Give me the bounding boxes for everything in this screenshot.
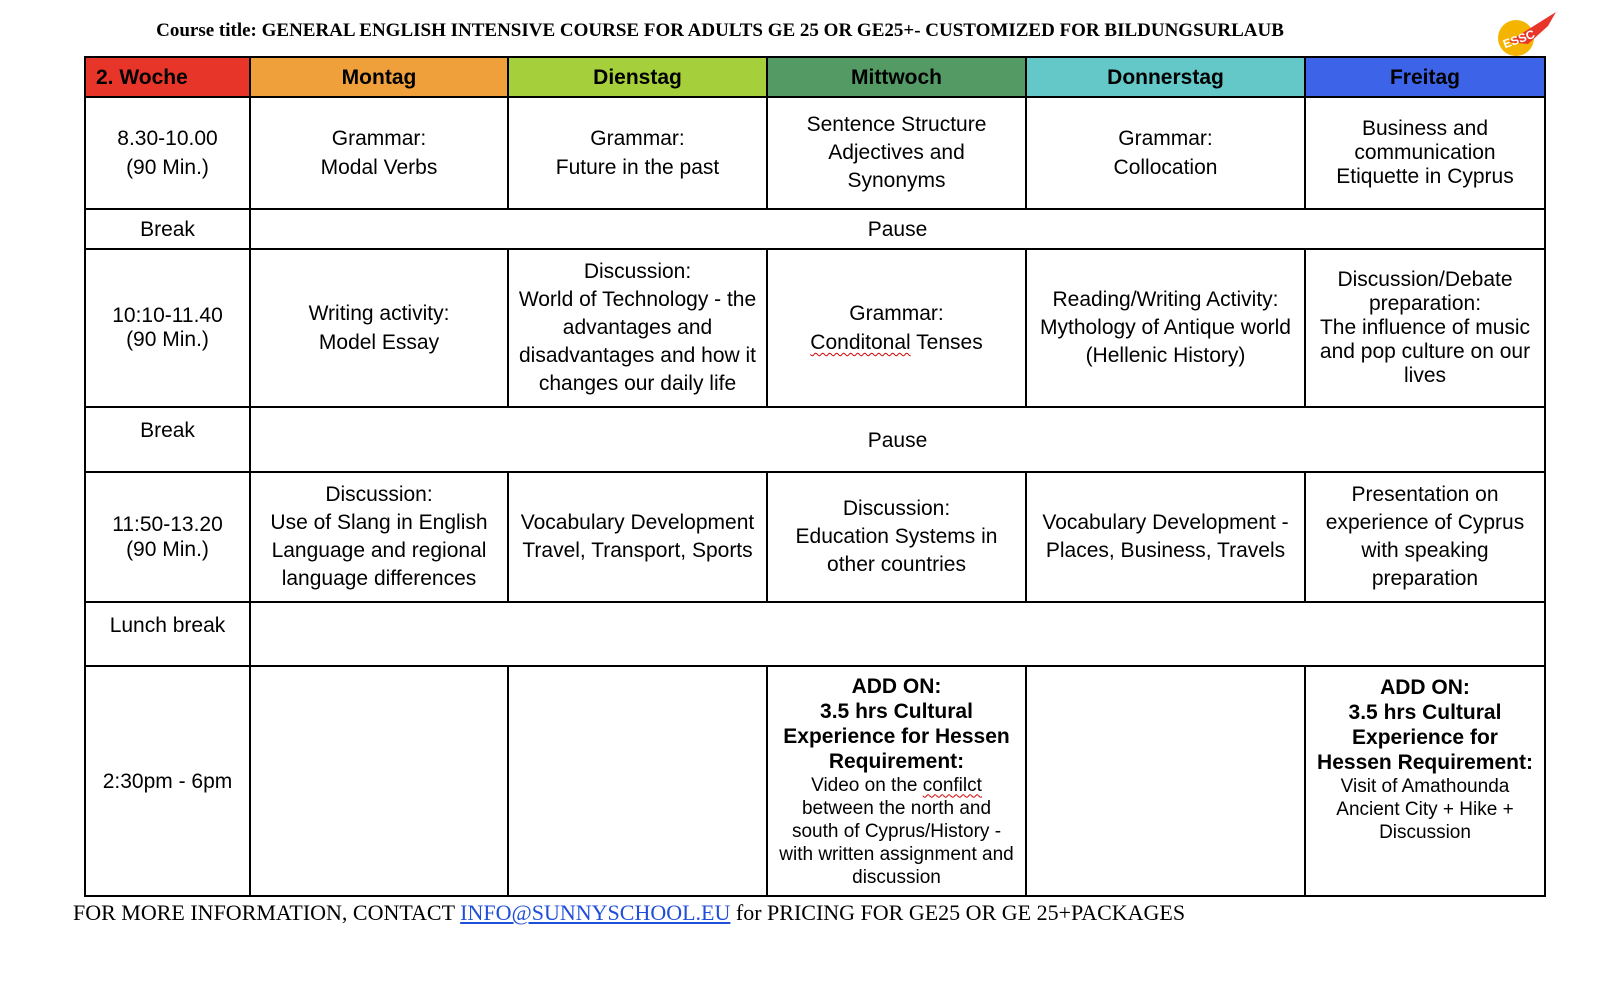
email-link[interactable]: INFO@SUNNYSCHOOL.EU bbox=[460, 900, 731, 925]
cell-r1-donnerstag: Grammar: Collocation bbox=[1026, 97, 1305, 209]
lunch-row bbox=[85, 602, 1545, 666]
cell-r2-donnerstag: Reading/Writing Activity: Mythology of Antique world (Hellenic History) bbox=[1026, 249, 1305, 407]
essc-logo-icon bbox=[1488, 8, 1558, 58]
time-slot-2: 10:10-11.40 (90 Min.) bbox=[85, 249, 250, 407]
break-row-1 bbox=[85, 209, 1545, 249]
cell-r4-donnerstag bbox=[1026, 666, 1305, 896]
lunch-empty bbox=[250, 602, 1545, 666]
addon-text-mittwoch bbox=[772, 774, 1021, 889]
cell-r1-freitag: Business and communication Etiquette in Cyprus bbox=[1305, 97, 1545, 209]
footer-contact bbox=[73, 900, 1185, 926]
addon-title-freitag: ADD ON: 3.5 hrs Cultural Experience for Hessen Requirement: bbox=[1317, 676, 1533, 774]
header-day-freitag: Freitag bbox=[1305, 57, 1545, 97]
cell-r1-dienstag: Grammar: Future in the past bbox=[508, 97, 767, 209]
cell-r2-mittwoch bbox=[767, 249, 1026, 407]
logo-text: ESSC bbox=[1501, 26, 1537, 52]
session-row-2 bbox=[85, 249, 1545, 407]
cell-r2-mittwoch-rest: Tenses bbox=[910, 331, 983, 354]
cell-r4-dienstag bbox=[508, 666, 767, 896]
cell-r4-montag bbox=[250, 666, 508, 896]
cell-r2-dienstag: Discussion: World of Technology - the advantages and disadvantages and how it changes our daily life bbox=[508, 249, 767, 407]
break-row-2 bbox=[85, 407, 1545, 472]
cell-r2-mittwoch-line1: Grammar: bbox=[849, 302, 944, 325]
time-slot-3: 11:50-13.20 (90 Min.) bbox=[85, 472, 250, 602]
break-pause-2: Pause bbox=[250, 407, 1545, 472]
cell-r3-freitag: Presentation on experience of Cyprus with speaking preparation bbox=[1305, 472, 1545, 602]
break-label-1: Break bbox=[85, 209, 250, 249]
cell-r2-montag: Writing activity: Model Essay bbox=[250, 249, 508, 407]
time-slot-1: 8.30-10.00 (90 Min.) bbox=[85, 97, 250, 209]
session-row-4 bbox=[85, 666, 1545, 896]
header-day-donnerstag: Donnerstag bbox=[1026, 57, 1305, 97]
cell-r1-mittwoch: Sentence Structure Adjectives and Synonyms bbox=[767, 97, 1026, 209]
cell-r3-mittwoch: Discussion: Education Systems in other countries bbox=[767, 472, 1026, 602]
lunch-label: Lunch break bbox=[85, 602, 250, 666]
time-slot-4: 2:30pm - 6pm bbox=[85, 666, 250, 896]
misspelled-word-conflict: confilct bbox=[922, 774, 982, 796]
cell-r3-montag: Discussion: Use of Slang in English Language and regional language differences bbox=[250, 472, 508, 602]
cell-r1-montag: Grammar: Modal Verbs bbox=[250, 97, 508, 209]
header-row bbox=[85, 57, 1545, 97]
misspelled-word: Conditonal bbox=[810, 331, 911, 354]
cell-r3-donnerstag: Vocabulary Development - Places, Business, Travels bbox=[1026, 472, 1305, 602]
header-day-dienstag: Dienstag bbox=[508, 57, 767, 97]
header-day-montag: Montag bbox=[250, 57, 508, 97]
break-pause-1: Pause bbox=[250, 209, 1545, 249]
schedule-table bbox=[84, 56, 1546, 897]
break-label-2: Break bbox=[85, 407, 250, 472]
footer-pre: FOR MORE INFORMATION, CONTACT bbox=[73, 900, 461, 925]
addon-text-mittwoch-post: between the north and south of Cyprus/History - with written assignment and discussion bbox=[779, 797, 1014, 888]
session-row-1 bbox=[85, 97, 1545, 209]
cell-r4-mittwoch bbox=[767, 666, 1026, 896]
footer-post: for PRICING FOR GE25 OR GE 25+PACKAGES bbox=[730, 900, 1186, 925]
cell-r4-freitag bbox=[1305, 666, 1545, 896]
addon-title-mittwoch: ADD ON: 3.5 hrs Cultural Experience for Hessen Requirement: bbox=[783, 674, 1010, 773]
session-row-3 bbox=[85, 472, 1545, 602]
header-day-mittwoch: Mittwoch bbox=[767, 57, 1026, 97]
course-title: Course title: GENERAL ENGLISH INTENSIVE COURSE FOR ADULTS GE 25 OR GE25+- CUSTOMIZED FOR BILDUNGSURLAUB bbox=[156, 20, 1284, 41]
addon-text-mittwoch-pre: Video on the bbox=[811, 774, 923, 796]
header-week: 2. Woche bbox=[85, 57, 250, 97]
cell-r2-freitag: Discussion/Debate preparation: The influence of music and pop culture on our lives bbox=[1305, 249, 1545, 407]
addon-text-freitag: Visit of Amathounda Ancient City + Hike + Discussion bbox=[1336, 776, 1514, 843]
cell-r3-dienstag: Vocabulary Development Travel, Transport, Sports bbox=[508, 472, 767, 602]
